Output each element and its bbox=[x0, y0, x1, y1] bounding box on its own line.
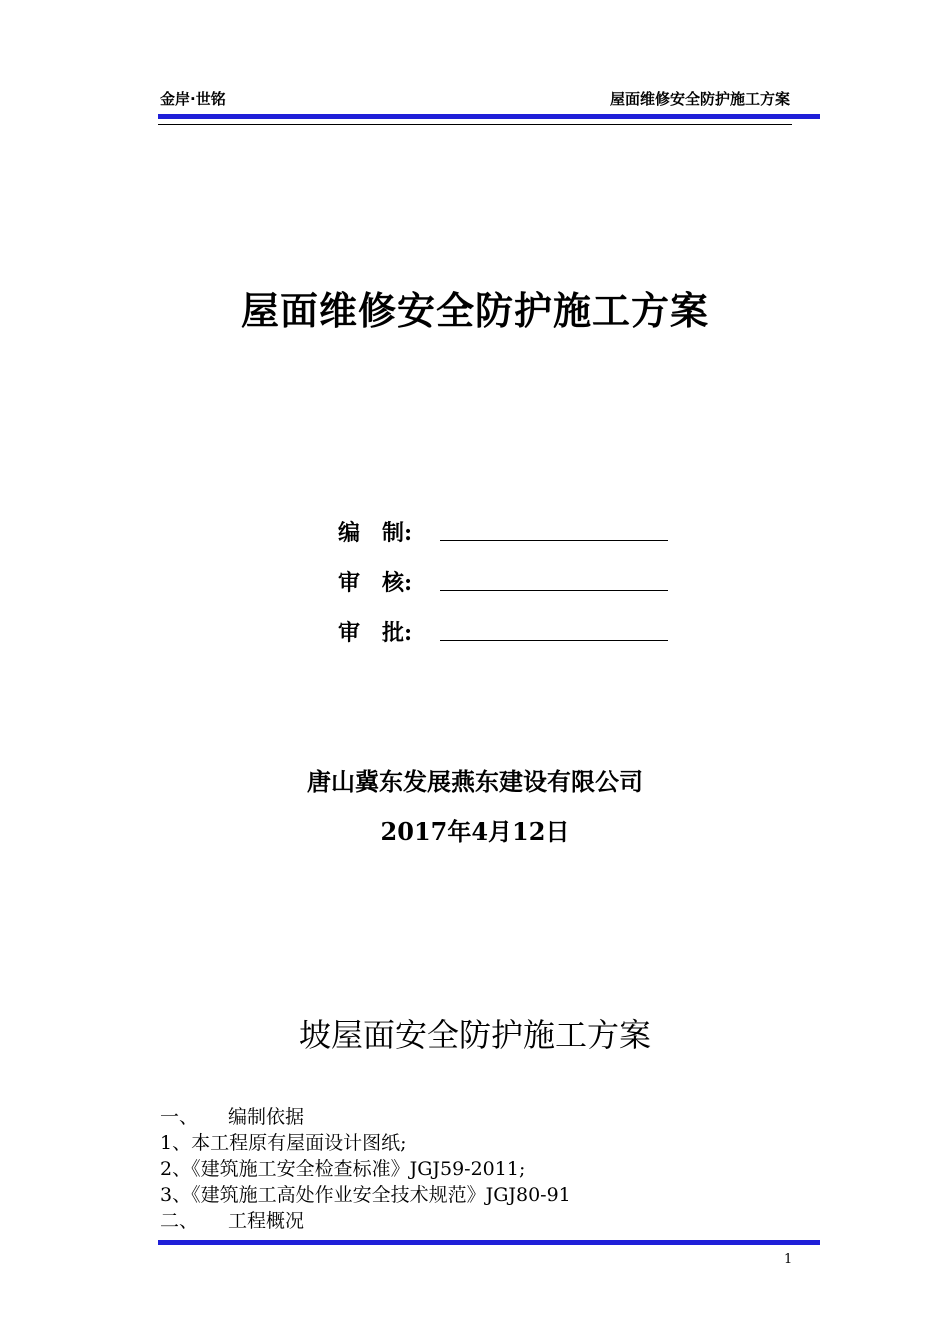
section-heading bbox=[160, 1206, 304, 1233]
signature-row-compile bbox=[338, 516, 438, 546]
footer-rule bbox=[158, 1240, 820, 1245]
header-right-text: 屋面维修安全防护施工方案 bbox=[609, 90, 790, 108]
signature-blank-line bbox=[440, 590, 668, 591]
signature-label: 审 批: bbox=[338, 620, 413, 646]
company-name: 唐山冀东发展燕东建设有限公司 bbox=[307, 767, 643, 796]
list-item: 1、本工程原有屋面设计图纸; bbox=[160, 1132, 407, 1154]
section-number: 一、 bbox=[160, 1106, 199, 1128]
section-title: 工程概况 bbox=[228, 1210, 305, 1232]
list-item: 2、《建筑施工安全检查标准》JGJ59-2011; bbox=[160, 1158, 526, 1180]
document-date: 2017年4月12日 bbox=[380, 817, 570, 846]
signature-label: 审 核: bbox=[338, 570, 413, 596]
page-number: 1 bbox=[784, 1252, 793, 1267]
header-rule-thick bbox=[158, 114, 820, 119]
header-rule-thin bbox=[158, 124, 792, 125]
section-title: 编制依据 bbox=[228, 1106, 305, 1128]
signature-label: 编 制: bbox=[338, 520, 413, 546]
signature-blank-line bbox=[440, 640, 668, 641]
signature-row-approve bbox=[338, 616, 438, 646]
header-left-text: 金岸·世铭 bbox=[160, 90, 226, 108]
list-item: 3、《建筑施工高处作业安全技术规范》JGJ80-91 bbox=[160, 1184, 571, 1206]
body-title: 坡屋面安全防护施工方案 bbox=[298, 1016, 651, 1054]
section-number: 二、 bbox=[160, 1210, 199, 1232]
section-heading bbox=[160, 1102, 304, 1129]
signature-row-review bbox=[338, 566, 438, 596]
document-title: 屋面维修安全防护施工方案 bbox=[240, 288, 709, 333]
signature-blank-line bbox=[440, 540, 668, 541]
